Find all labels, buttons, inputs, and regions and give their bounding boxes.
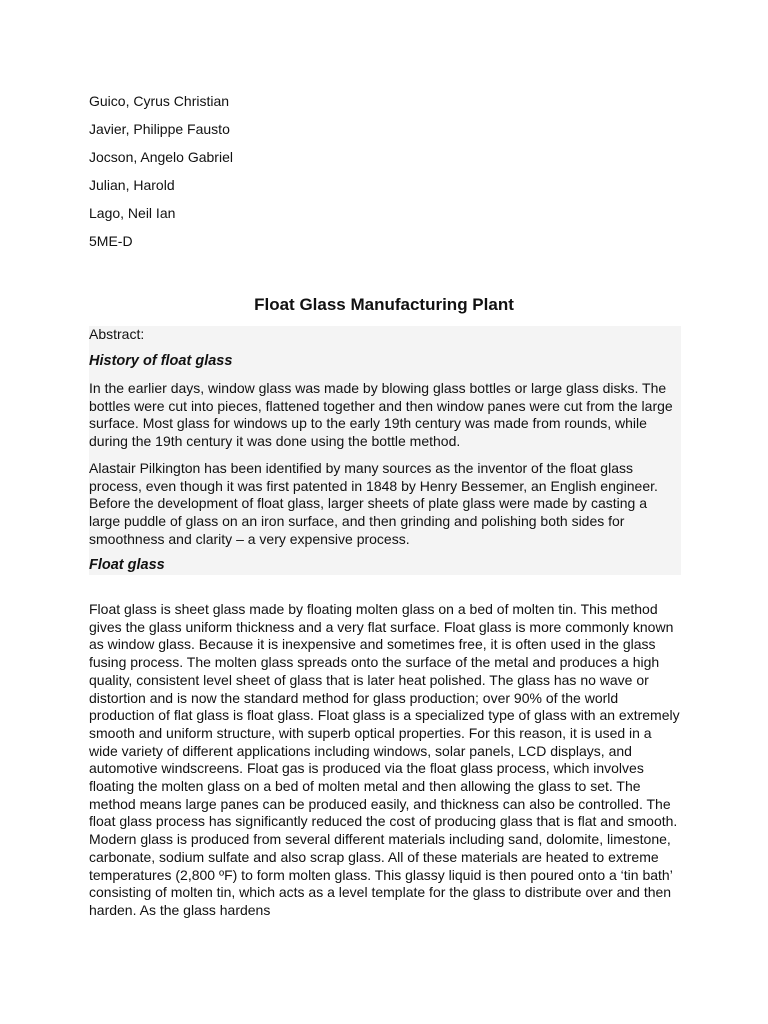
abstract-label: Abstract:	[89, 326, 145, 342]
author-line: Javier, Philippe Fausto	[89, 121, 230, 137]
abstract-block	[89, 326, 681, 575]
author-line: Julian, Harold	[89, 177, 175, 193]
author-line: Jocson, Angelo Gabriel	[89, 149, 233, 165]
float-glass-heading: Float glass	[89, 557, 165, 574]
float-glass-paragraph: Float glass is sheet glass made by floating molten glass on a bed of molten tin. This method gives the glass uniform thickness and a very flat surface. Float glass is more commonly known as window glass. Because it is inexpensive and sometimes free, it is often used in the glass fusing process. The molten glass spreads onto the surface of the metal and produces a high quality, consistent level sheet of glass that is later heat polished. The glass has no wave or distortion and is now the standard method for glass production; over 90% of the world production of flat glass is float glass. Float glass is a specialized type of glass with an extremely smooth and uniform structure, with superb optical properties. For this reason, it is used in a wide variety of different applications including windows, solar panels, LCD displays, and automotive windscreens. Float gas is produced via the float glass process, which involves floating the molten glass on a bed of molten metal and then allowing the glass to set. The method means large panes can be produced easily, and thickness can also be controlled. The float glass process has significantly reduced the cost of producing glass that is flat and smooth. Modern glass is produced from several different materials including sand, dolomite, limestone, carbonate, sodium sulfate and also scrap glass. All of these materials are heated to extreme temperatures (2,800 ºF) to form molten glass. This glassy liquid is then poured onto a ‘tin bath’ consisting of molten tin, which acts as a level template for the glass to distribute over and then harden. As the glass hardens	[89, 601, 680, 918]
author-line: Guico, Cyrus Christian	[89, 93, 230, 109]
document-title: Float Glass Manufacturing Plant	[254, 295, 514, 314]
author-list	[89, 92, 233, 260]
history-heading: History of float glass	[89, 353, 233, 369]
history-paragraph-1: In the earlier days, window glass was made by blowing glass bottles or large glass disks. The bottles were cut into pieces, flattened together and then window panes were cut from the large surface. Most glass for windows up to the early 19th century was made from rounds, while during the 19th century it was done using the bottle method.	[89, 380, 673, 450]
section-code: 5ME-D	[89, 233, 133, 249]
author-line: Lago, Neil Ian	[89, 205, 176, 221]
history-paragraph-2: Alastair Pilkington has been identified by many sources as the inventor of the float glass process, even though it was first patented in 1848 by Henry Bessemer, an English engineer. Before the development of float glass, larger sheets of plate glass were made by casting a large puddle of glass on an iron surface, and then grinding and polishing both sides for smoothness and clarity – a very expensive process.	[89, 459, 658, 547]
